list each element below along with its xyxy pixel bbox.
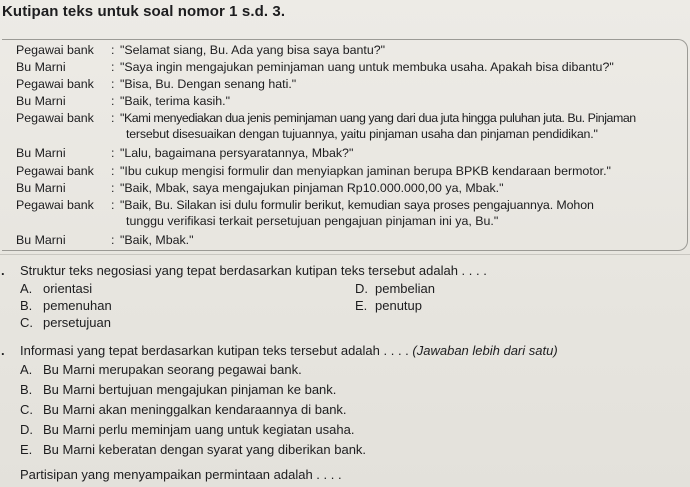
question-text: Informasi yang tepat berdasarkan kutipan teks tersebut adalah . . . . (Jawaban lebih dari satu): [20, 343, 558, 358]
utterance: "Baik, Mbak.": [120, 233, 194, 247]
worksheet-page: Kutipan teks untuk soal nomor 1 s.d. 3. Pegawai bank : "Selamat siang, Bu. Ada yang bisa saya bantu?" Bu Marni : "Saya ingin mengajukan peminjaman uang untuk membuka usaha. Apakah bisa dibantu?" Pegawai bank : "Bisa, Bu. Dengan senang hati." Bu Marni : "Baik, terima kasih." Pegawai bank : "Kami menyediakan dua jenis peminjaman uang yang dari dua juta hingga puluhan juta. Bu. Pinjaman tersebut disesuaikan dengan tujuannya, yaitu pinjaman usaha dan pinjaman pendidikan." Bu Marni : "Lalu, bagaimana persyaratannya, Mbak?" Pegawai bank : "Ibu cukup mengisi formulir dan menyiapkan jaminan berupa BPKB kendaraan bermotor." Bu Marni : "Baik, Mbak, saya mengajukan pinjaman Rp10.000.000,00 ya, Mbak." Pegawai bank : "Baik, Bu. Silakan isi dulu formulir berikut, kemudian saya proses pengajuannya. Mohon tunggu verifikasi terkait persetujuan pengajuan pinjaman ini ya, Bu." Bu Marni : "Baik, Mbak." . Struktur teks negosiasi yang tepat berdasarkan kutipan teks tersebut adalah . . . . A. orientasi B. pemenuhan C. persetujuan D. pembelian E. penutup . Informasi yang tepat berdasarkan kutipan teks tersebut adalah . . . . (Jawaban lebih dari satu) A. Bu Marni merupakan seorang pegawai bank. B. Bu Marni bertujuan mengajukan pinjaman ke bank. C. Bu Marni akan meninggalkan kendaraannya di bank. D. Bu Marni perlu meminjam uang untuk kegiatan usaha. E. Bu Marni keberatan dengan syarat yang diberikan bank. Partisipan yang menyampaikan permintaan adalah . . . .: [0, 0, 690, 487]
utterance: "Baik, Bu. Silakan isi dulu formulir berikut, kemudian saya proses pengajuannya. Mohon: [120, 198, 594, 212]
speaker: Pegawai bank: [16, 198, 94, 212]
speaker: Bu Marni: [16, 181, 66, 195]
utterance: "Baik, Mbak, saya mengajukan pinjaman Rp10.000.000,00 ya, Mbak.": [120, 181, 504, 195]
question-note: (Jawaban lebih dari satu): [412, 343, 558, 358]
speaker: Bu Marni: [16, 60, 66, 74]
speaker: Pegawai bank: [16, 43, 94, 57]
speaker: Bu Marni: [16, 94, 66, 108]
utterance-continued: tersebut disesuaikan dengan tujuannya, yaitu pinjaman usaha dan pinjaman pendidikan.": [126, 127, 598, 141]
divider: [0, 254, 690, 255]
utterance: "Bisa, Bu. Dengan senang hati.": [120, 77, 297, 91]
utterance-continued: tunggu verifikasi terkait persetujuan pengajuan pinjaman ini ya, Bu.": [126, 214, 499, 228]
question-text: Struktur teks negosiasi yang tepat berdasarkan kutipan teks tersebut adalah . . . .: [20, 263, 487, 278]
utterance: "Kami menyediakan dua jenis peminjaman uang yang dari dua juta hingga puluhan juta. Bu. Pinjaman: [120, 111, 636, 125]
speaker: Pegawai bank: [16, 164, 94, 178]
speaker: Bu Marni: [16, 233, 66, 247]
utterance: "Selamat siang, Bu. Ada yang bisa saya bantu?": [120, 43, 386, 57]
passage-header: Kutipan teks untuk soal nomor 1 s.d. 3.: [2, 3, 286, 20]
speaker: Pegawai bank: [16, 77, 94, 91]
utterance: "Lalu, bagaimana persyaratannya, Mbak?": [120, 146, 354, 160]
speaker: Pegawai bank: [16, 111, 94, 125]
utterance: "Saya ingin mengajukan peminjaman uang untuk membuka usaha. Apakah bisa dibantu?": [120, 60, 614, 74]
speaker: Bu Marni: [16, 146, 66, 160]
utterance: "Baik, terima kasih.": [120, 94, 231, 108]
utterance: "Ibu cukup mengisi formulir dan menyiapkan jaminan berupa BPKB kendaraan bermotor.": [120, 164, 611, 178]
question-text: Partisipan yang menyampaikan permintaan adalah . . . .: [20, 467, 342, 482]
